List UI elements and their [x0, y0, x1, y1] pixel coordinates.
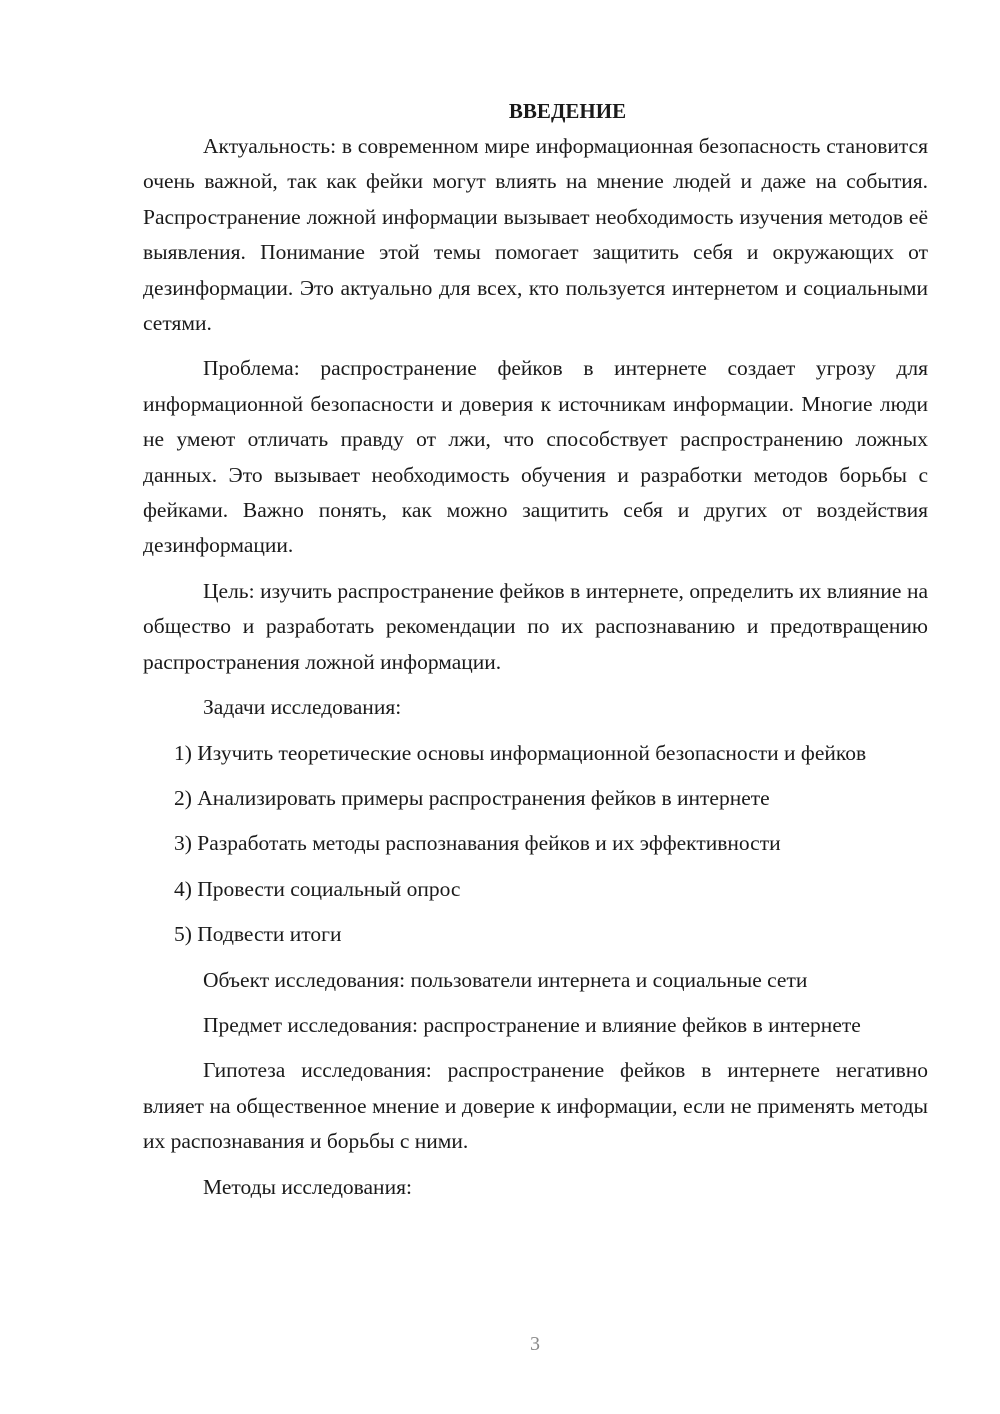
- research-methods: Методы исследования:: [203, 1174, 412, 1199]
- section-title: ВВЕДЕНИЕ: [508, 99, 627, 123]
- page-body: [143, 94, 928, 1215]
- task-item-4: 4) Провести социальный опрос: [174, 876, 461, 901]
- goal-paragraph: Цель: изучить распространение фейков в интернете, определить их влияние на общество и разработать рекомендации по их распознаванию и предотвращению распространения ложной информации.: [143, 578, 928, 674]
- page-number: 3: [530, 1333, 540, 1355]
- task-item-2: 2) Анализировать примеры распространения фейков в интернете: [174, 785, 770, 810]
- problem-paragraph: Проблема: распространение фейков в интернете создает угрозу для информационной безопасности и доверия к источникам информации. Многие люди не умеют отличать правду от лжи, что способствует распространению ложных данных. Это вызывает необходимость обучения и разработки методов борьбы с фейками. Важно понять, как можно защитить себя и других от воздействия дезинформации.: [143, 356, 928, 558]
- relevance-paragraph: Актуальность: в современном мире информационная безопасность становится очень важной, так как фейки могут влиять на мнение людей и даже на события. Распространение ложной информации вызывает необходимость изучения методов её выявления. Понимание этой темы помогает защитить себя и окружающих от дезинформации. Это актуально для всех, кто пользуется интернетом и социальными сетями.: [143, 134, 928, 336]
- research-hypothesis: Гипотеза исследования: распространение фейков в интернете негативно влияет на общественное мнение и доверие к информации, если не применять методы их распознавания и борьбы с ними.: [143, 1058, 928, 1154]
- research-object: Объект исследования: пользователи интернета и социальные сети: [203, 967, 808, 992]
- research-subject: Предмет исследования: распространение и влияние фейков в интернете: [203, 1012, 861, 1037]
- task-item-3: 3) Разработать методы распознавания фейков и их эффективности: [174, 831, 781, 856]
- task-item-1: 1) Изучить теоретические основы информационной безопасности и фейков: [174, 740, 867, 765]
- tasks-heading: Задачи исследования:: [203, 695, 402, 720]
- task-item-5: 5) Подвести итоги: [174, 922, 342, 947]
